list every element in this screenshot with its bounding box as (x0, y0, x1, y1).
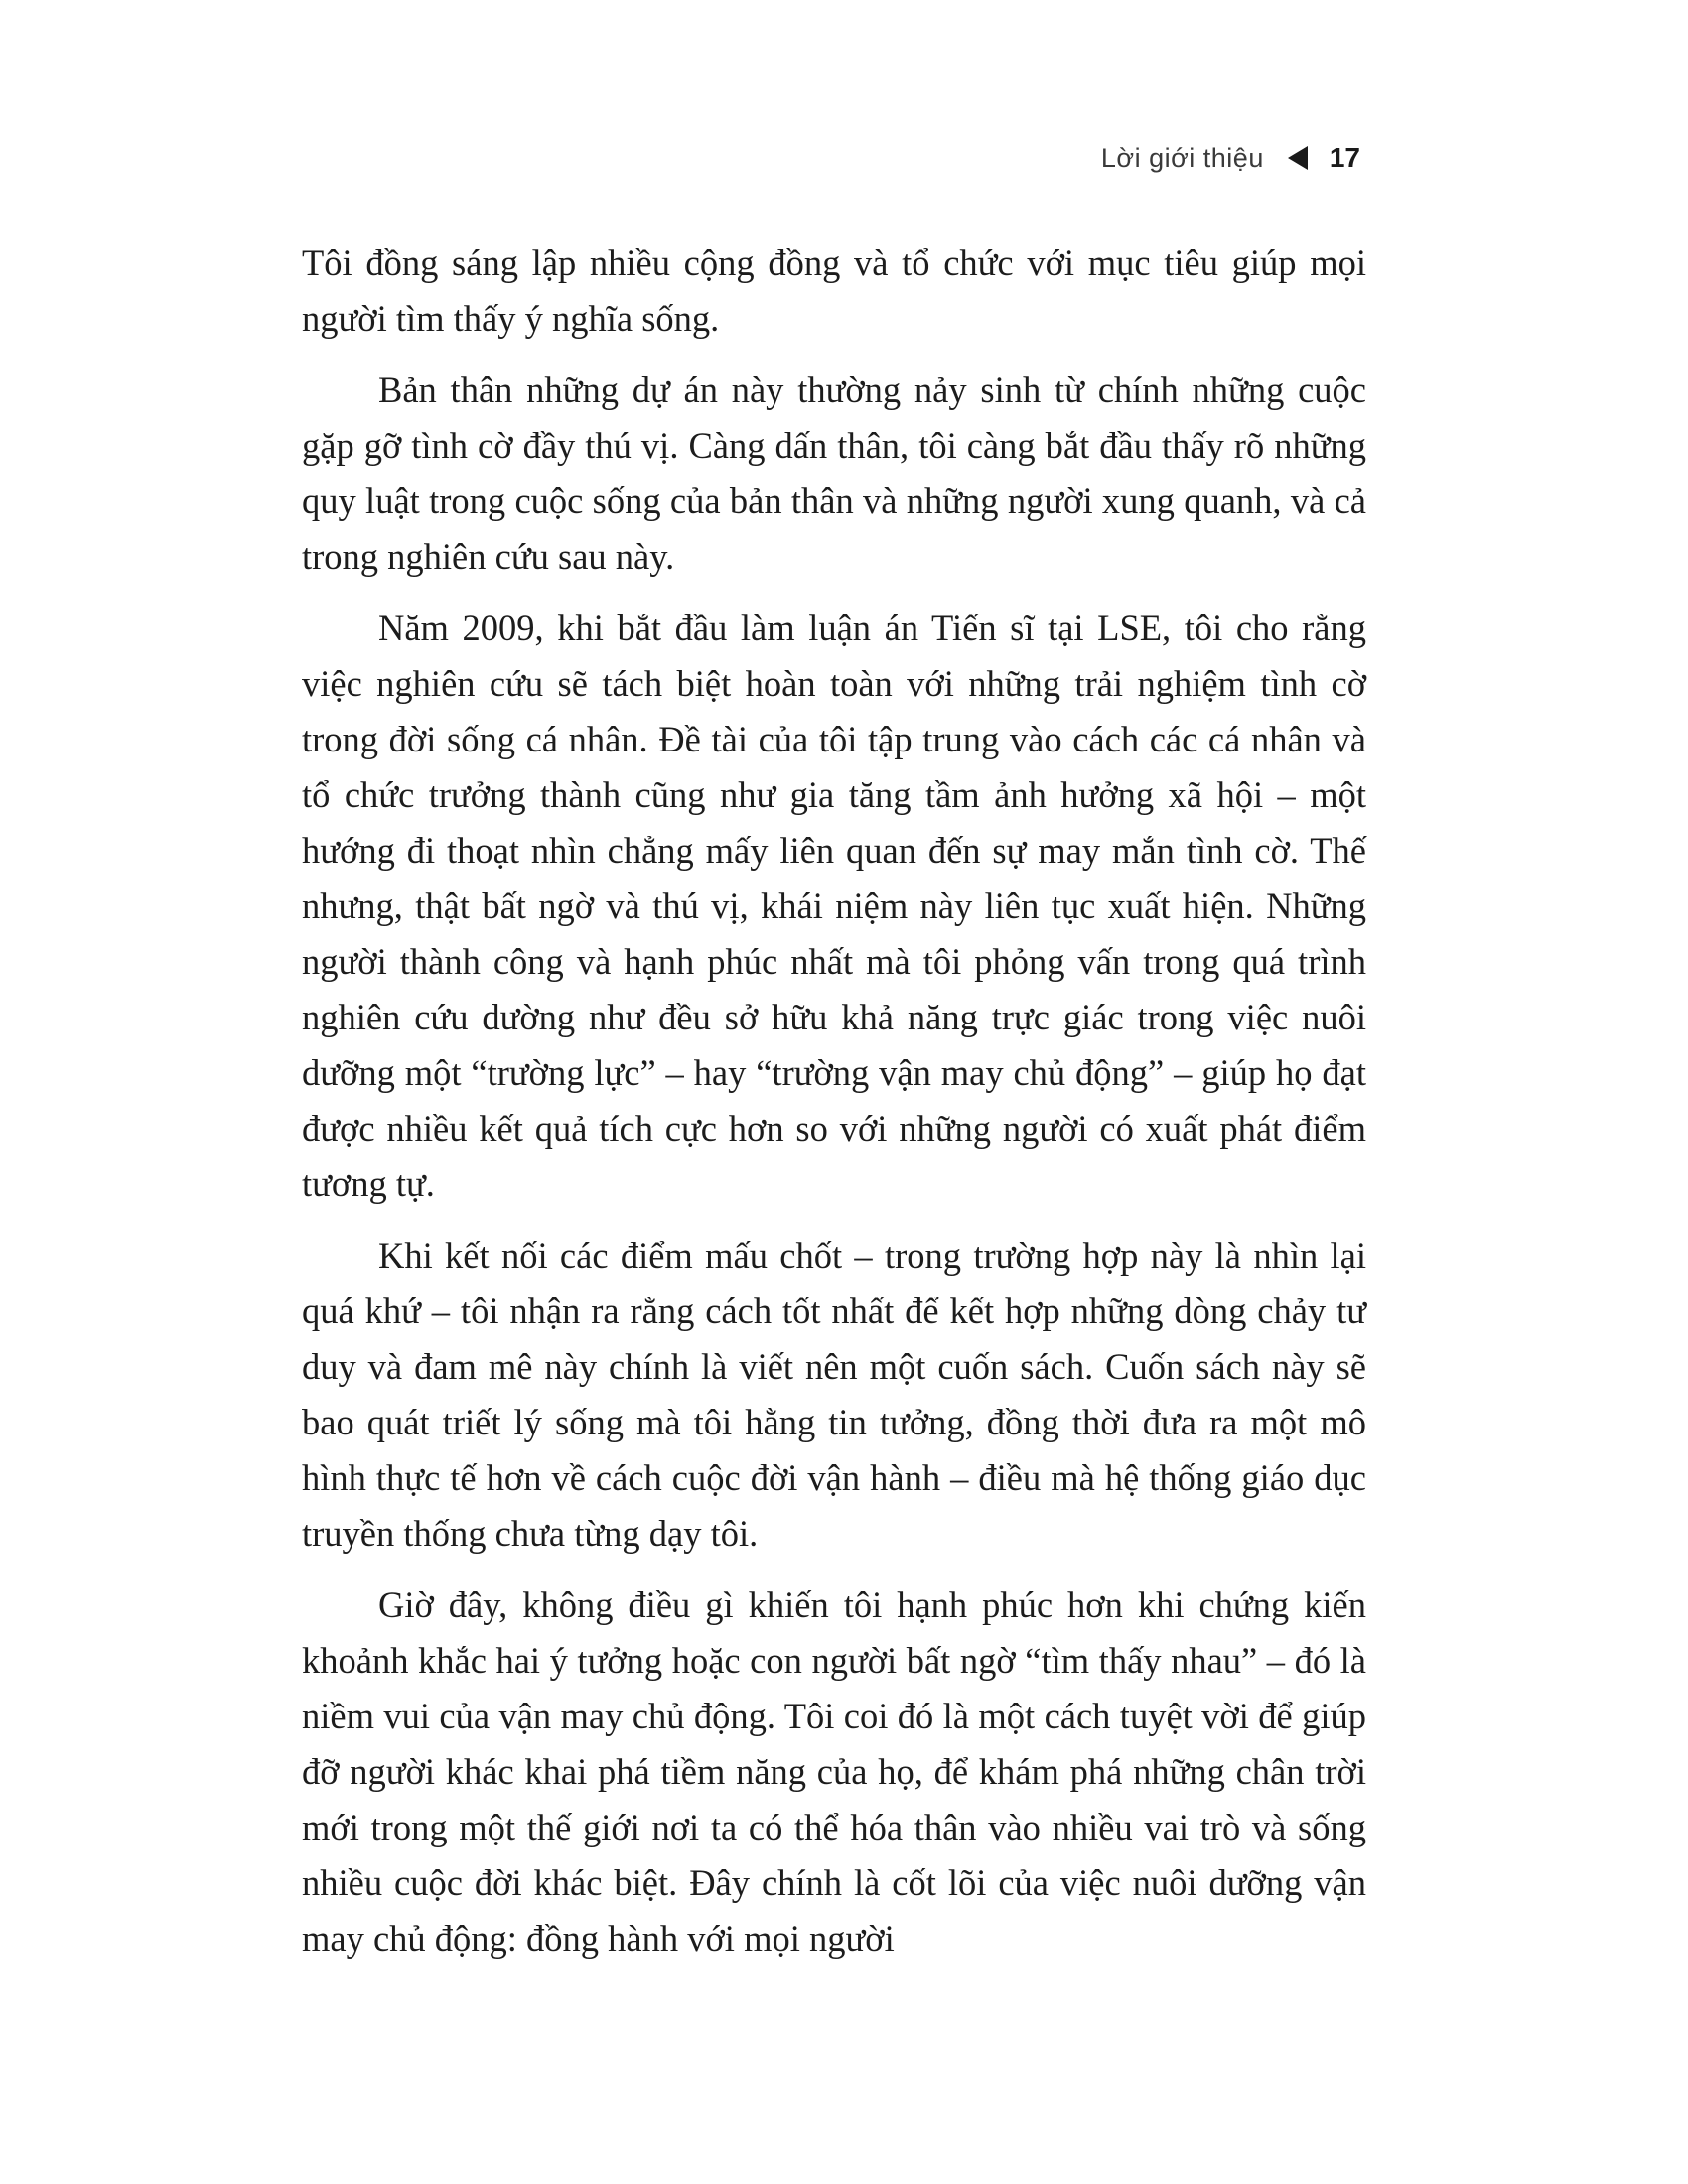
body-text (302, 235, 1366, 1982)
paragraph-4: Khi kết nối các điểm mấu chốt – trong trường hợp này là nhìn lại quá khứ – tôi nhận ra rằng cách tốt nhất để kết hợp những dòng chảy tư duy và đam mê này chính là viết nên một cuốn sách. Cuốn sách này sẽ bao quát triết lý sống mà tôi hằng tin tưởng, đồng thời đưa ra một mô hình thực tế hơn về cách cuộc đời vận hành – điều mà hệ thống giáo dục truyền thống chưa từng dạy tôi. (302, 1235, 1366, 1554)
paragraph-2: Bản thân những dự án này thường nảy sinh từ chính những cuộc gặp gỡ tình cờ đầy thú vị. Càng dấn thân, tôi càng bắt đầu thấy rõ những quy luật trong cuộc sống của bản thân và những người xung quanh, và cả trong nghiên cứu sau này. (302, 369, 1366, 577)
left-triangle-icon (1288, 146, 1308, 170)
page-number: 17 (1329, 142, 1360, 173)
paragraph-3: Năm 2009, khi bắt đầu làm luận án Tiến sĩ tại LSE, tôi cho rằng việc nghiên cứu sẽ tách biệt hoàn toàn với những trải nghiệm tình cờ trong đời sống cá nhân. Đề tài của tôi tập trung vào cách các cá nhân và tổ chức trưởng thành cũng như gia tăng tầm ảnh hưởng xã hội – một hướng đi thoạt nhìn chẳng mấy liên quan đến sự may mắn tình cờ. Thế nhưng, thật bất ngờ và thú vị, khái niệm này liên tục xuất hiện. Những người thành công và hạnh phúc nhất mà tôi phỏng vấn trong quá trình nghiên cứu dường như đều sở hữu khả năng trực giác trong việc nuôi dưỡng một “trường lực” – hay “trường vận may chủ động” – giúp họ đạt được nhiều kết quả tích cực hơn so với những người có xuất phát điểm tương tự. (302, 608, 1366, 1204)
paragraph-5: Giờ đây, không điều gì khiến tôi hạnh phúc hơn khi chứng kiến khoảnh khắc hai ý tưởng hoặc con người bất ngờ “tìm thấy nhau” – đó là niềm vui của vận may chủ động. Tôi coi đó là một cách tuyệt vời để giúp đỡ người khác khai phá tiềm năng của họ, để khám phá những chân trời mới trong một thế giới nơi ta có thể hóa thân vào nhiều vai trò và sống nhiều cuộc đời khác biệt. Đây chính là cốt lõi của việc nuôi dưỡng vận may chủ động: đồng hành với mọi người (302, 1584, 1366, 1959)
running-header (1101, 142, 1360, 174)
paragraph-1: Tôi đồng sáng lập nhiều cộng đồng và tổ chức với mục tiêu giúp mọi người tìm thấy ý nghĩa sống. (302, 242, 1366, 339)
section-title: Lời giới thiệu (1100, 142, 1264, 173)
